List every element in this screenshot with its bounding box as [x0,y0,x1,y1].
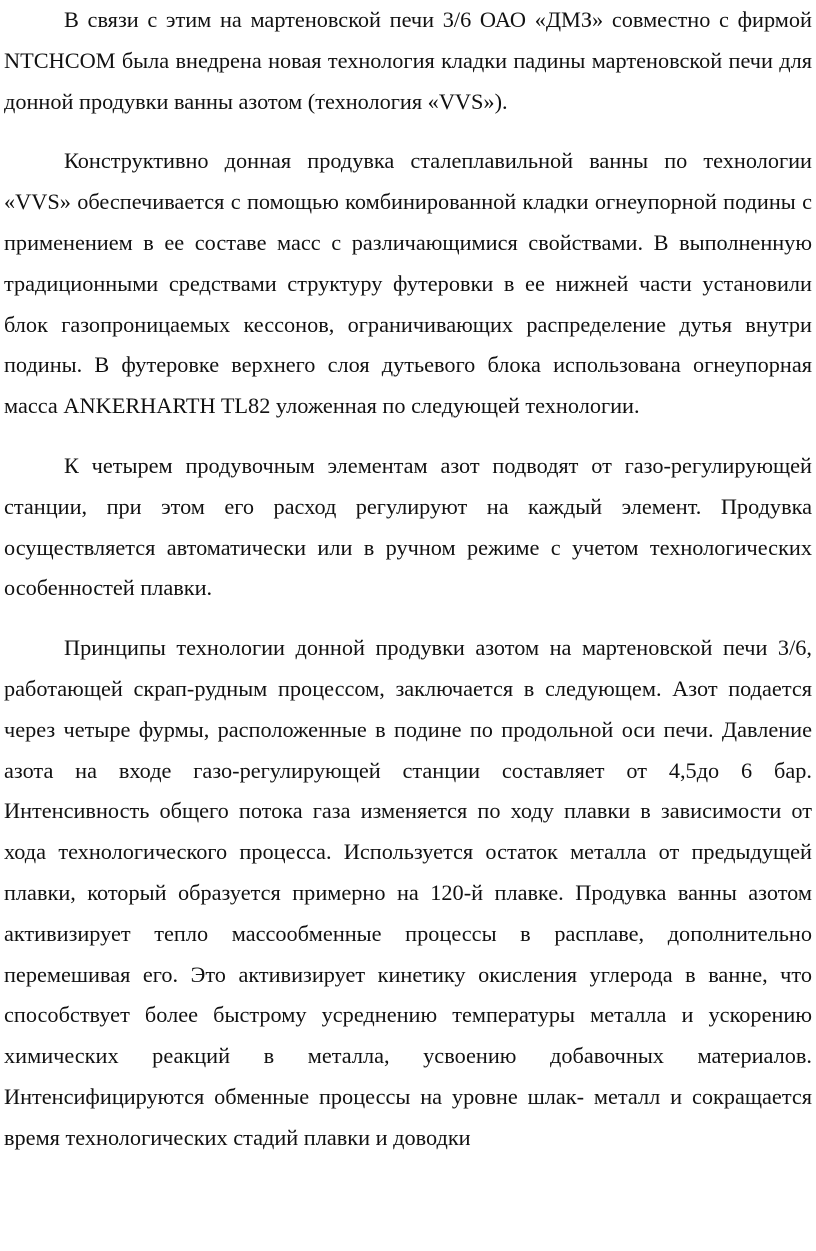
paragraph-4: Принципы технологии донной продувки азотом на мартеновской печи 3/6, работающей скрап-рудным процессом, заключается в следующем. Азот подается через четыре фурмы, расположенные в подине по продольной оси печи. Давление азота на входе газо-регулирующей станции составляет от 4,5до 6 бар. Интенсивность общего потока газа изменяется по ходу плавки в зависимости от хода технологического процесса. Используется остаток металла от предыдущей плавки, который образуется примерно на 120-й плавке. Продувка ванны азотом активизирует тепло массообменные процессы в расплаве, дополнительно перемешивая его. Это активизирует кинетику окисления углерода в ванне, что способствует более быстрому усреднению температуры металла и ускорению химических реакций в металла, усвоению добавочных материалов. Интенсифицируются обменные процессы на уровне шлак- металл и сокращается время технологических стадий плавки и доводки [4,635,812,1150]
document-page [4,0,812,1159]
paragraph-3: К четырем продувочным элементам азот подводят от газо-регулирующей станции, при этом его расход регулируют на каждый элемент. Продувка осуществляется автоматически или в ручном режиме с учетом технологических особенностей плавки. [4,452,812,601]
paragraph-2: Конструктивно донная продувка сталеплавильной ванны по технологии «VVS» обеспечивается с помощью комбинированной кладки огнеупорной подины с применением в ее составе масс с различающимися свойствами. В выполненную традиционными средствами структуру футеровки в ее нижней части установили блок газопроницаемых кессонов, ограничивающих распределение дутья внутри подины. В футеровке верхнего слоя дутьевого блока использована огнеупорная масса ANKERHARTH TL82 уложенная по следующей технологии. [4,148,812,419]
paragraph-1: В связи с этим на мартеновской печи 3/6 ОАО «ДМЗ» совместно с фирмой NTCHCOM была внедрена новая технология кладки падины мартеновской печи для донной продувки ванны азотом (технология «VVS»). [4,7,812,114]
